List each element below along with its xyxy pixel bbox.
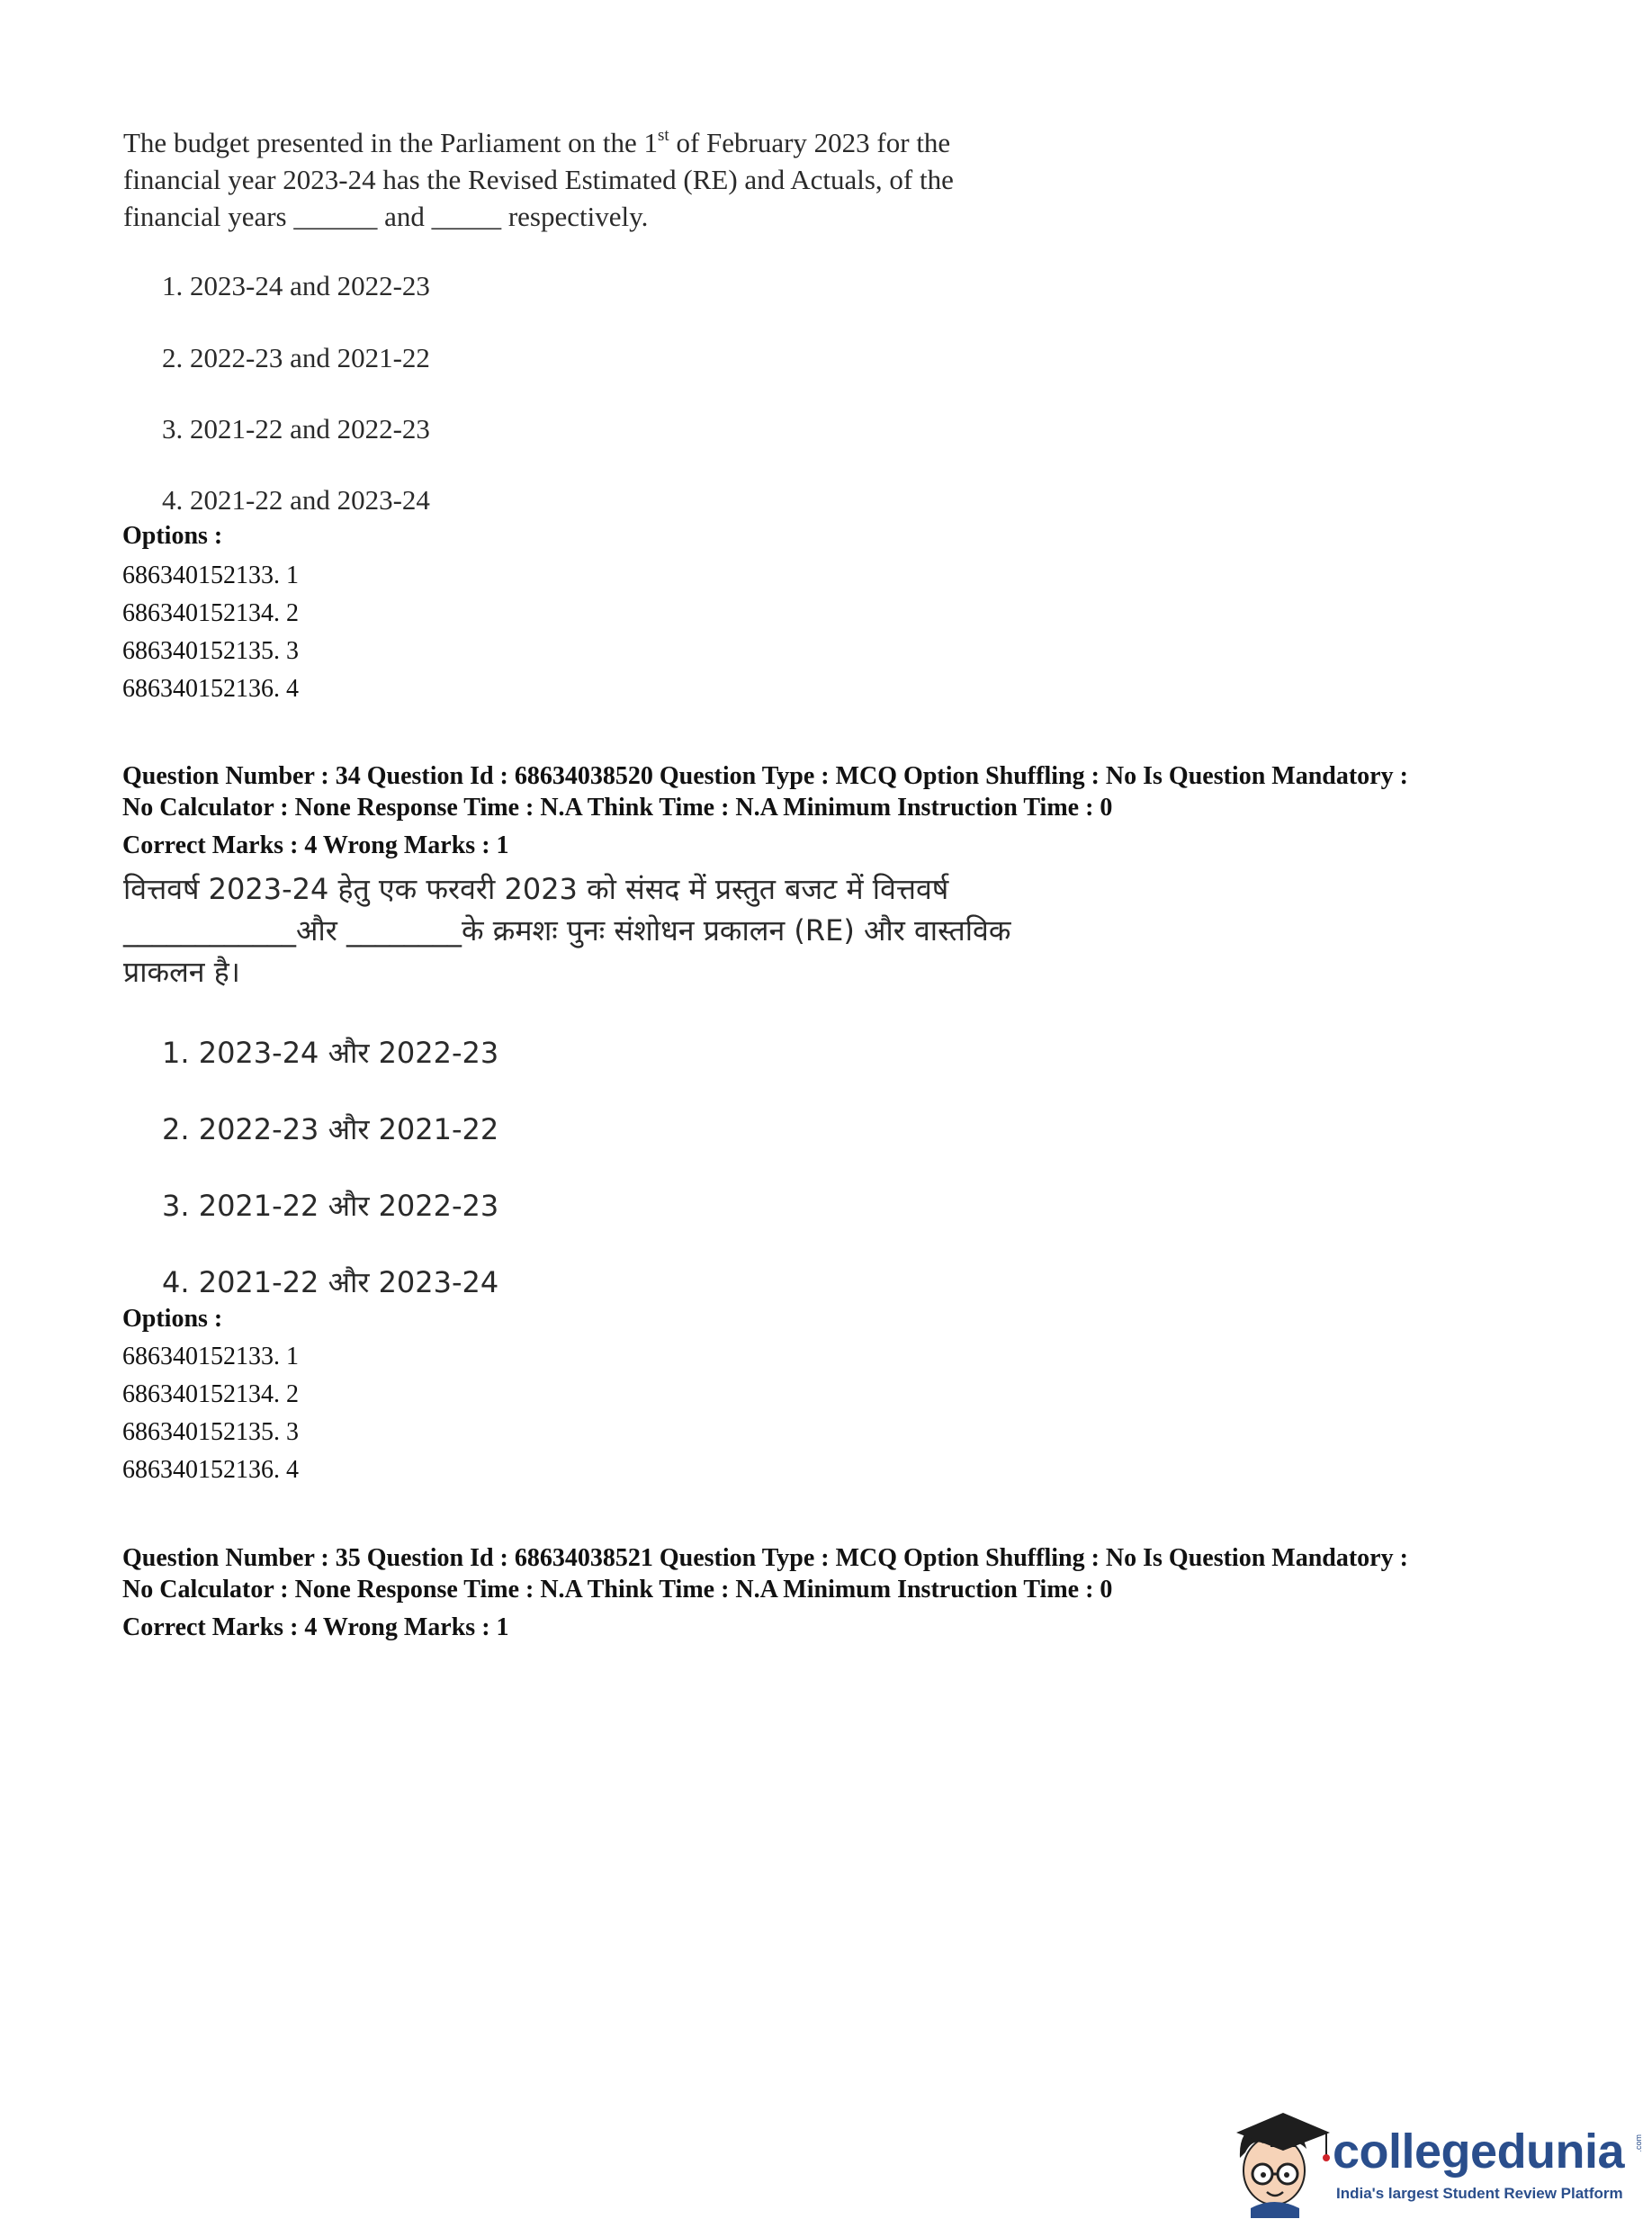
q35-meta [122, 1542, 1408, 1605]
q34-stem-line3: प्राकलन है। [123, 955, 240, 989]
q34-stem-line1: वित्तवर्ष 2023-24 हेतु एक फरवरी 2023 को संसद में प्रस्तुत बजट में वित्तवर्ष [123, 872, 949, 906]
list-item: 686340152133. 1 [122, 561, 299, 589]
q33-stem [123, 124, 1113, 235]
q34-choice-2: 2. 2022-23 और 2021-22 [162, 1112, 499, 1146]
logo-tagline: India's largest Student Review Platform [1336, 2185, 1623, 2202]
q33-stem-line2: financial year 2023-24 has the Revised Estimated (RE) and Actuals, of the [123, 164, 954, 195]
q34-stem-hindi [123, 868, 1203, 993]
q33-stem-line1: The budget presented in the Parliament on the 1st of February 2023 for the [123, 126, 951, 158]
q34-marks: Correct Marks : 4 Wrong Marks : 1 [122, 831, 509, 859]
logo-com: .com [1634, 2134, 1643, 2152]
list-item: 686340152135. 3 [122, 1418, 299, 1446]
collegedunia-logo [1220, 2097, 1643, 2218]
q34-meta [122, 760, 1408, 823]
q34-choice-4: 4. 2021-22 और 2023-24 [162, 1265, 499, 1299]
q34-choice-1: 1. 2023-24 और 2022-23 [162, 1036, 499, 1070]
list-item: 686340152134. 2 [122, 1380, 299, 1408]
logo-wordmark: collegedunia [1333, 2125, 1625, 2179]
q34-options-label: Options : [122, 1305, 223, 1333]
list-item: 686340152136. 4 [122, 1456, 299, 1484]
q34-meta-line1: Question Number : 34 Question Id : 68634038520 Question Type : MCQ Option Shuffling : No Is Question Mandatory : [122, 762, 1408, 790]
q34-stem-line2: ____________और ________के क्रमशः पुनः संशोधन प्रकालन (RE) और वास्तविक [123, 913, 1011, 948]
q34-meta-line2: No Calculator : None Response Time : N.A Think Time : N.A Minimum Instruction Time : 0 [122, 794, 1113, 822]
q33-choice-3: 3. 2021-22 and 2022-23 [162, 413, 430, 445]
q35-meta-line1: Question Number : 35 Question Id : 68634038521 Question Type : MCQ Option Shuffling : No Is Question Mandatory : [122, 1544, 1408, 1572]
q34-option-list [122, 1338, 299, 1489]
q34-choice-3: 3. 2021-22 और 2022-23 [162, 1189, 499, 1223]
q33-stem-line3: financial years ______ and _____ respectively. [123, 201, 649, 232]
list-item: 686340152136. 4 [122, 675, 299, 703]
q33-choice-1: 1. 2023-24 and 2022-23 [162, 270, 430, 301]
q33-option-list [122, 557, 299, 708]
q33-choice-2: 2. 2022-23 and 2021-22 [162, 342, 430, 373]
q33-choice-4: 4. 2021-22 and 2023-24 [162, 484, 430, 516]
list-item: 686340152133. 1 [122, 1343, 299, 1370]
q33-options-label: Options : [122, 522, 223, 550]
q35-meta-line2: No Calculator : None Response Time : N.A Think Time : N.A Minimum Instruction Time : 0 [122, 1576, 1113, 1604]
mascot-icon [1220, 2097, 1342, 2218]
list-item: 686340152135. 3 [122, 637, 299, 665]
list-item: 686340152134. 2 [122, 599, 299, 627]
q35-marks: Correct Marks : 4 Wrong Marks : 1 [122, 1613, 509, 1641]
